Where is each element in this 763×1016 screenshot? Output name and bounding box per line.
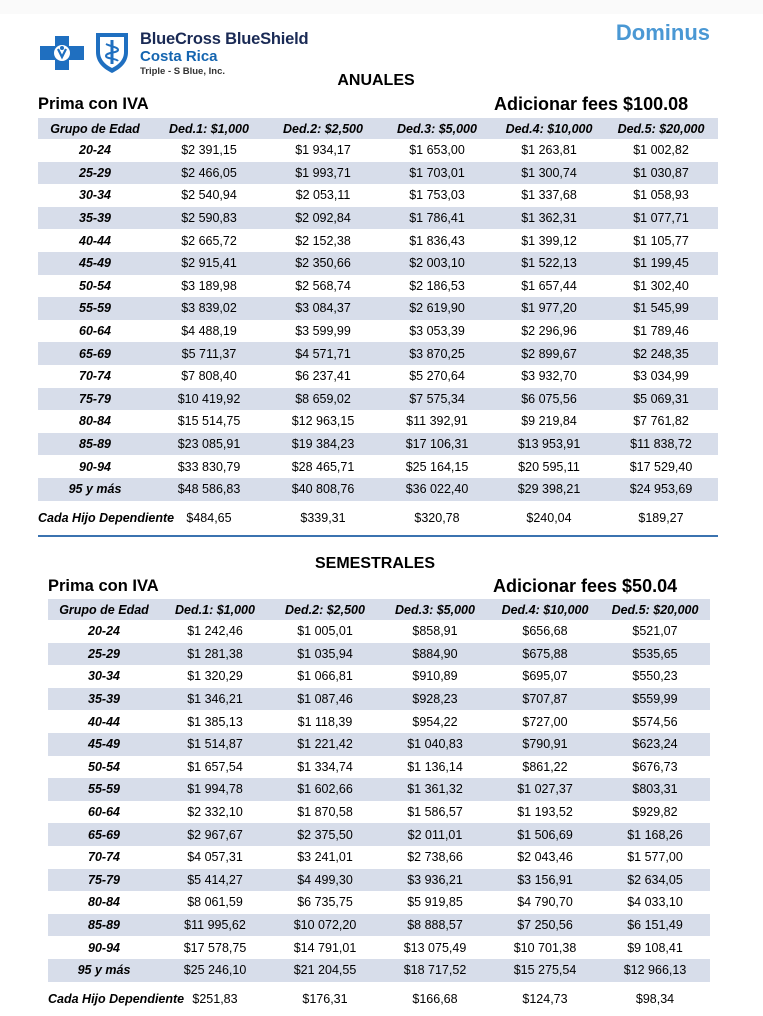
premium-cell: $1 066,81 <box>297 669 353 684</box>
premium-cell: $6 075,56 <box>494 388 604 411</box>
premium-cell: $15 275,54 <box>490 959 600 982</box>
premium-cell: $240,04 <box>526 510 572 525</box>
premium-cell: $339,31 <box>300 510 346 525</box>
premium-cell: $15 514,75 <box>177 414 241 429</box>
premium-cell: $3 189,98 <box>181 278 237 293</box>
age-group-cell: 25-29 <box>48 643 160 666</box>
premium-cell: $13 953,91 <box>494 433 604 456</box>
table-row <box>48 959 710 982</box>
premium-cell: $1 993,71 <box>266 162 380 185</box>
premium-cell: $1 522,13 <box>494 252 604 275</box>
premium-cell: $790,91 <box>490 733 600 756</box>
brand-region: Costa Rica <box>140 48 218 65</box>
premium-cell: $7 761,82 <box>633 414 689 429</box>
premium-cell: $7 808,40 <box>181 369 237 384</box>
premium-cell: $320,78 <box>414 510 460 525</box>
age-group-cell: 55-59 <box>48 778 160 801</box>
premium-cell: $884,90 <box>380 643 490 666</box>
column-header: Ded.1: $1,000 <box>160 599 270 620</box>
age-group-cell: 80-84 <box>79 414 111 429</box>
premium-cell: $25 164,15 <box>405 459 469 474</box>
table-header-row <box>48 599 710 620</box>
age-group-cell: 85-89 <box>48 914 160 937</box>
premium-cell: $1 302,40 <box>633 278 689 293</box>
premium-cell: $1 399,12 <box>521 233 577 248</box>
premium-cell: $4 488,19 <box>181 324 237 339</box>
table-row <box>48 620 710 643</box>
premium-cell: $1 118,39 <box>297 714 353 729</box>
premium-cell: $2 738,66 <box>407 850 463 865</box>
age-group-cell: 45-49 <box>48 733 160 756</box>
premium-cell: $803,31 <box>600 778 710 801</box>
table-row <box>48 982 710 1016</box>
table-row <box>48 710 710 733</box>
premium-cell: $2 391,15 <box>181 143 237 158</box>
table-row <box>38 184 718 207</box>
table-row <box>38 252 718 275</box>
age-group-cell: Cada Hijo Dependiente <box>48 991 185 1006</box>
premium-cell: $2 043,46 <box>517 850 573 865</box>
column-header: Ded.1: $1,000 <box>152 118 266 139</box>
premium-cell: $8 659,02 <box>266 388 380 411</box>
premium-cell: $6 151,49 <box>600 914 710 937</box>
table-row <box>48 914 710 937</box>
premium-cell: $4 499,30 <box>270 869 380 892</box>
column-header: Ded.4: $10,000 <box>494 118 604 139</box>
premium-cell: $4 033,10 <box>627 895 683 910</box>
table-row <box>48 733 710 756</box>
premium-cell: $14 791,01 <box>293 940 357 955</box>
table-row <box>48 869 710 892</box>
premium-cell: $623,24 <box>600 733 710 756</box>
premium-cell: $6 237,41 <box>295 369 351 384</box>
premium-cell: $1 753,03 <box>409 188 465 203</box>
premium-cell: $36 022,40 <box>380 478 494 501</box>
premium-cell: $675,88 <box>490 643 600 666</box>
premium-cell: $1 977,20 <box>494 297 604 320</box>
column-header: Ded.3: $5,000 <box>380 118 494 139</box>
premium-cell: $40 808,76 <box>266 478 380 501</box>
premium-cell: $1 199,45 <box>604 252 718 275</box>
age-group-cell: 95 y más <box>48 959 160 982</box>
premium-cell: $1 385,13 <box>187 714 243 729</box>
age-group-cell: 40-44 <box>88 714 120 729</box>
premium-cell: $727,00 <box>522 714 568 729</box>
premium-cell: $11 995,62 <box>160 914 270 937</box>
premium-cell: $166,68 <box>412 991 458 1006</box>
premium-cell: $17 529,40 <box>629 459 693 474</box>
premium-cell: $2 003,10 <box>380 252 494 275</box>
premium-cell: $2 634,05 <box>600 869 710 892</box>
table-row <box>38 297 718 320</box>
premium-cell: $1 040,83 <box>380 733 490 756</box>
premium-cell: $4 571,71 <box>266 342 380 365</box>
premium-cell: $13 075,49 <box>403 940 467 955</box>
table-row <box>38 388 718 411</box>
age-group-cell: 25-29 <box>38 162 152 185</box>
premium-cell: $11 838,72 <box>604 433 718 456</box>
table-row <box>38 501 718 535</box>
table-row <box>48 643 710 666</box>
premium-cell: $17 106,31 <box>380 433 494 456</box>
premium-cell: $28 465,71 <box>291 459 355 474</box>
premium-cell: $1 300,74 <box>494 162 604 185</box>
premium-cell: $861,22 <box>522 759 568 774</box>
table-row <box>48 846 710 869</box>
premium-cell: $5 711,37 <box>152 342 266 365</box>
column-header: Ded.4: $10,000 <box>490 599 600 620</box>
premium-cell: $1 506,69 <box>490 823 600 846</box>
premium-cell: $5 270,64 <box>409 369 465 384</box>
table-row <box>38 139 718 162</box>
premium-cell: $2 248,35 <box>604 342 718 365</box>
premium-cell: $10 419,92 <box>152 388 266 411</box>
premium-cell: $2 092,84 <box>266 207 380 230</box>
premium-cell: $176,31 <box>302 991 348 1006</box>
premium-cell: $7 250,56 <box>490 914 600 937</box>
premium-cell: $21 204,55 <box>270 959 380 982</box>
premium-cell: $2 011,01 <box>380 823 490 846</box>
premium-cell: $695,07 <box>522 669 568 684</box>
premium-cell: $1 934,17 <box>295 143 351 158</box>
brand-name: BlueCross BlueShield <box>140 30 309 48</box>
premium-cell: $1 586,57 <box>407 805 463 820</box>
premium-cell: $2 899,67 <box>494 342 604 365</box>
premium-cell: $1 361,32 <box>380 778 490 801</box>
age-group-cell: 90-94 <box>88 940 120 955</box>
premium-cell: $251,83 <box>192 991 238 1006</box>
age-group-cell: 65-69 <box>38 342 152 365</box>
age-group-cell: 75-79 <box>38 388 152 411</box>
age-group-cell: 55-59 <box>38 297 152 320</box>
premium-cell: $1 087,46 <box>270 688 380 711</box>
semestrales-table <box>48 599 710 1016</box>
premium-cell: $2 967,67 <box>160 823 270 846</box>
column-header: Grupo de Edad <box>48 599 160 620</box>
premium-cell: $1 789,46 <box>633 324 689 339</box>
premium-cell: $3 870,25 <box>380 342 494 365</box>
premium-cell: $29 398,21 <box>494 478 604 501</box>
premium-cell: $1 002,82 <box>633 143 689 158</box>
premium-cell: $1 263,81 <box>521 143 577 158</box>
age-group-cell: Cada Hijo Dependiente <box>38 510 175 525</box>
premium-cell: $1 058,93 <box>633 188 689 203</box>
premium-cell: $535,65 <box>600 643 710 666</box>
premium-cell: $4 790,70 <box>517 895 573 910</box>
premium-cell: $928,23 <box>380 688 490 711</box>
age-group-cell: 65-69 <box>48 823 160 846</box>
premium-cell: $1 077,71 <box>604 207 718 230</box>
table-header-row <box>38 118 718 139</box>
premium-cell: $2 375,50 <box>270 823 380 846</box>
premium-cell: $1 320,29 <box>187 669 243 684</box>
premium-cell: $6 735,75 <box>297 895 353 910</box>
age-group-cell: 80-84 <box>88 895 120 910</box>
premium-cell: $3 156,91 <box>490 869 600 892</box>
premium-cell: $1 281,38 <box>160 643 270 666</box>
premium-cell: $550,23 <box>632 669 678 684</box>
premium-cell: $2 152,38 <box>295 233 351 248</box>
premium-cell: $3 932,70 <box>521 369 577 384</box>
premium-cell: $12 966,13 <box>600 959 710 982</box>
table-row <box>38 320 718 343</box>
blue-shield-icon <box>92 30 132 74</box>
premium-cell: $484,65 <box>186 510 232 525</box>
premium-cell: $1 545,99 <box>604 297 718 320</box>
premium-cell: $1 105,77 <box>633 233 689 248</box>
premium-cell: $189,27 <box>638 510 684 525</box>
premium-cell: $18 717,52 <box>380 959 490 982</box>
age-group-cell: 40-44 <box>79 233 111 248</box>
premium-cell: $4 057,31 <box>187 850 243 865</box>
age-group-cell: 35-39 <box>48 688 160 711</box>
premium-cell: $124,73 <box>522 991 568 1006</box>
age-group-cell: 20-24 <box>79 143 111 158</box>
premium-cell: $24 953,69 <box>604 478 718 501</box>
table-row <box>38 365 718 388</box>
premium-cell: $707,87 <box>490 688 600 711</box>
premium-cell: $25 246,10 <box>160 959 270 982</box>
age-group-cell: 45-49 <box>38 252 152 275</box>
anuales-fees-label: Adicionar fees $100.08 <box>494 94 689 114</box>
column-header: Ded.3: $5,000 <box>380 599 490 620</box>
table-row <box>38 342 718 365</box>
premium-cell: $676,73 <box>632 759 678 774</box>
premium-cell: $521,07 <box>632 624 678 639</box>
column-header: Grupo de Edad <box>38 118 152 139</box>
premium-cell: $48 586,83 <box>152 478 266 501</box>
column-header: Ded.2: $2,500 <box>270 599 380 620</box>
premium-cell: $1 005,01 <box>297 624 353 639</box>
premium-cell: $9 108,41 <box>627 940 683 955</box>
premium-cell: $1 346,21 <box>160 688 270 711</box>
table-row <box>38 229 718 252</box>
table-row <box>38 455 718 478</box>
premium-cell: $3 936,21 <box>380 869 490 892</box>
premium-cell: $2 350,66 <box>266 252 380 275</box>
premium-cell: $1 577,00 <box>627 850 683 865</box>
table-row <box>48 801 710 824</box>
premium-cell: $17 578,75 <box>183 940 247 955</box>
table-row <box>48 823 710 846</box>
premium-cell: $23 085,91 <box>152 433 266 456</box>
premium-cell: $5 414,27 <box>160 869 270 892</box>
premium-cell: $1 657,44 <box>521 278 577 293</box>
anuales-table <box>38 118 718 535</box>
premium-cell: $574,56 <box>632 714 678 729</box>
premium-cell: $1 168,26 <box>600 823 710 846</box>
premium-cell: $1 035,94 <box>270 643 380 666</box>
premium-cell: $3 599,99 <box>295 324 351 339</box>
table-row <box>38 410 718 433</box>
premium-cell: $910,89 <box>412 669 458 684</box>
premium-cell: $1 703,01 <box>380 162 494 185</box>
premium-cell: $1 221,42 <box>270 733 380 756</box>
table-row <box>48 891 710 914</box>
age-group-cell: 20-24 <box>88 624 120 639</box>
premium-cell: $8 888,57 <box>380 914 490 937</box>
premium-cell: $1 334,74 <box>297 759 353 774</box>
age-group-cell: 95 y más <box>38 478 152 501</box>
age-group-cell: 50-54 <box>79 278 111 293</box>
premium-cell: $2 590,83 <box>152 207 266 230</box>
premium-cell: $19 384,23 <box>266 433 380 456</box>
premium-cell: $5 069,31 <box>604 388 718 411</box>
semestrales-prima-label: Prima con IVA <box>48 577 159 595</box>
brand-company: Triple - S Blue, Inc. <box>140 66 225 77</box>
premium-cell: $1 653,00 <box>409 143 465 158</box>
column-header: Ded.2: $2,500 <box>266 118 380 139</box>
table-row <box>38 207 718 230</box>
column-header: Ded.5: $20,000 <box>604 118 718 139</box>
premium-cell: $2 466,05 <box>152 162 266 185</box>
premium-cell: $2 053,11 <box>295 188 351 203</box>
age-group-cell: 75-79 <box>48 869 160 892</box>
premium-cell: $1 136,14 <box>407 759 463 774</box>
premium-cell: $2 619,90 <box>380 297 494 320</box>
age-group-cell: 30-34 <box>79 188 111 203</box>
age-group-cell: 85-89 <box>38 433 152 456</box>
table-row <box>38 275 718 298</box>
premium-cell: $1 657,54 <box>187 759 243 774</box>
premium-cell: $3 839,02 <box>152 297 266 320</box>
premium-cell: $1 242,46 <box>187 624 243 639</box>
premium-cell: $10 701,38 <box>513 940 577 955</box>
age-group-cell: 35-39 <box>38 207 152 230</box>
premium-cell: $2 296,96 <box>521 324 577 339</box>
premium-cell: $3 053,39 <box>409 324 465 339</box>
premium-cell: $2 540,94 <box>181 188 237 203</box>
premium-cell: $2 568,74 <box>295 278 351 293</box>
premium-cell: $1 337,68 <box>521 188 577 203</box>
anuales-prima-label: Prima con IVA <box>38 95 149 113</box>
premium-cell: $1 870,58 <box>297 805 353 820</box>
age-group-cell: 60-64 <box>88 805 120 820</box>
premium-cell: $1 994,78 <box>160 778 270 801</box>
premium-cell: $1 786,41 <box>380 207 494 230</box>
premium-cell: $2 332,10 <box>187 805 243 820</box>
blue-cross-icon <box>38 34 86 72</box>
premium-cell: $1 836,43 <box>409 233 465 248</box>
dominus-label: Dominus <box>615 20 710 45</box>
premium-cell: $2 665,72 <box>181 233 237 248</box>
premium-cell: $929,82 <box>632 805 678 820</box>
table-row <box>38 433 718 456</box>
premium-cell: $2 915,41 <box>152 252 266 275</box>
premium-cell: $11 392,91 <box>406 414 468 429</box>
premium-cell: $1 514,87 <box>160 733 270 756</box>
premium-cell: $1 602,66 <box>270 778 380 801</box>
premium-cell: $656,68 <box>522 624 568 639</box>
premium-cell: $954,22 <box>412 714 458 729</box>
premium-cell: $10 072,20 <box>270 914 380 937</box>
premium-cell: $3 034,99 <box>633 369 689 384</box>
age-group-cell: 70-74 <box>88 850 120 865</box>
premium-cell: $858,91 <box>412 624 458 639</box>
table-row <box>48 936 710 959</box>
premium-cell: $3 241,01 <box>297 850 353 865</box>
column-header: Ded.5: $20,000 <box>600 599 710 620</box>
premium-cell: $1 193,52 <box>517 805 573 820</box>
premium-cell: $2 186,53 <box>409 278 465 293</box>
age-group-cell: 50-54 <box>88 759 120 774</box>
semestrales-title: SEMESTRALES <box>314 555 435 572</box>
top-strip <box>0 0 763 14</box>
table-row <box>38 478 718 501</box>
premium-cell: $5 919,85 <box>407 895 463 910</box>
premium-cell: $12 963,15 <box>291 414 355 429</box>
semestrales-fees-label: Adicionar fees $50.04 <box>493 576 678 596</box>
age-group-cell: 60-64 <box>79 324 111 339</box>
premium-cell: $1 362,31 <box>494 207 604 230</box>
premium-cell: $1 030,87 <box>604 162 718 185</box>
table-row <box>48 778 710 801</box>
premium-cell: $559,99 <box>600 688 710 711</box>
anuales-title: ANUALES <box>337 72 415 89</box>
premium-cell: $9 219,84 <box>521 414 577 429</box>
table-row <box>48 665 710 688</box>
section-divider <box>38 535 718 537</box>
age-group-cell: 70-74 <box>79 369 111 384</box>
premium-cell: $7 575,34 <box>380 388 494 411</box>
age-group-cell: 30-34 <box>88 669 120 684</box>
premium-cell: $1 027,37 <box>490 778 600 801</box>
premium-cell: $8 061,59 <box>187 895 243 910</box>
premium-cell: $98,34 <box>635 991 675 1006</box>
table-row <box>48 688 710 711</box>
premium-cell: $33 830,79 <box>177 459 241 474</box>
table-row <box>38 162 718 185</box>
premium-cell: $20 595,11 <box>518 459 580 474</box>
table-row <box>48 756 710 779</box>
premium-cell: $3 084,37 <box>266 297 380 320</box>
age-group-cell: 90-94 <box>79 459 111 474</box>
